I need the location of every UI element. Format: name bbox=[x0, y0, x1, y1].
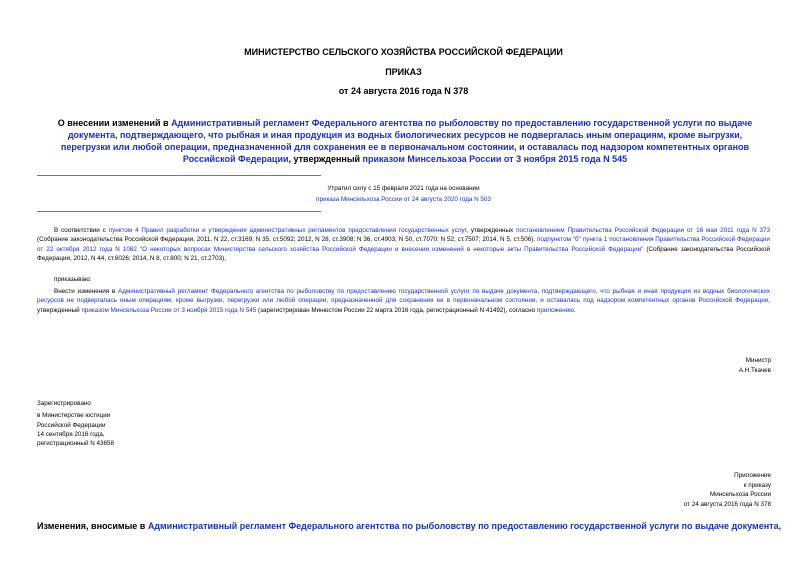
doc-type-heading: ПРИКАЗ bbox=[385, 67, 422, 77]
doc-date-heading: от 24 августа 2016 года N 378 bbox=[338, 86, 469, 96]
registration-line: Российской Федерации bbox=[37, 421, 106, 429]
signature-role: Министр bbox=[745, 357, 771, 364]
registration-line: в Министерстве юстиции bbox=[37, 412, 111, 420]
registration-block bbox=[37, 399, 114, 448]
body-text-3: (зарегистрирован Минюстом России 22 марта 2016 года, регистрационный N 41492), согласно bbox=[256, 306, 537, 314]
appendix-line: Минсельхоза России bbox=[709, 491, 771, 498]
title-regulation-link[interactable]: Административный регламент Федерального агентства по рыболовству по предоставлению государственной услуги по выдаче документа, подтверждающего, что рыбная и иная продукция из водных биологических ресурсов не подвергалась иным операциям, кроме выгрузки, перегрузки или любой операции, предназначенной для сохранения ее в первоначальном состоянии, и оставалась под надзором компетентных органов Российской Федерации bbox=[60, 118, 753, 164]
status-note-link[interactable]: приказа Минсельхоза России от 24 августа 2020 года N 503 bbox=[316, 196, 491, 203]
status-note-line: Утратил силу с 15 февраля 2021 года на основании bbox=[327, 185, 480, 192]
title-order-link[interactable]: приказом Минсельхоза России от 3 ноября 2015 года N 545 bbox=[362, 154, 628, 164]
divider-top bbox=[37, 175, 321, 176]
body-order-545-link[interactable]: приказом Минсельхоза России от 3 ноября 2015 года N 545 bbox=[81, 306, 257, 314]
registration-line: регистрационный N 43658 bbox=[37, 440, 115, 448]
appendix-title-link[interactable]: Административный регламент Федерального агентства по рыболовству по предоставлению государственной услуги по выдаче документа, bbox=[147, 521, 782, 531]
preamble-text-1: В соответствии с bbox=[54, 227, 109, 234]
preamble-resolution-1082-link[interactable]: подпунктом "б" пункта 1 постановления Правительства Российской Федерации от 22 октября 2012 года N 1082 "О некоторых вопросах Министерства сельского хозяйства Российской Федерации и внесении изменений в некоторые акты Правительства Российской Федерации" bbox=[37, 236, 770, 253]
appendix-reference bbox=[684, 471, 771, 509]
signature-block bbox=[739, 356, 771, 375]
body-appendix-link[interactable]: приложению bbox=[536, 306, 574, 314]
order-word: приказываю: bbox=[54, 276, 92, 283]
appendix-line: от 24 августа 2016 года N 378 bbox=[683, 500, 771, 508]
preamble-paragraph bbox=[37, 226, 770, 263]
preamble-resolution-373-link[interactable]: постановлением Правительства Российской Федерации от 16 мая 2011 года N 373 bbox=[516, 227, 771, 234]
ministry-heading: МИНИСТЕРСТВО СЕЛЬСКОГО ХОЗЯЙСТВА РОССИЙСКОЙ ФЕДЕРАЦИИ bbox=[244, 47, 563, 57]
appendix-title bbox=[37, 521, 797, 531]
appendix-title-prefix: Изменения, вносимые в bbox=[37, 521, 148, 531]
appendix-line: к приказу bbox=[743, 481, 771, 489]
title-prefix: О внесении изменений в bbox=[57, 118, 172, 128]
body-text-4: . bbox=[573, 306, 576, 314]
body-text-2: , утвержденный bbox=[37, 297, 770, 314]
body-paragraph bbox=[37, 287, 770, 315]
body-regulation-link[interactable]: Административный регламент Федерального агентства по рыболовству по предоставлению государственной услуги по выдаче документа, подтверждающего, что рыбная и иная продукция из водных биологических ресурсов не подвергалась иным операциям, кроме выгрузки, перегрузки или любой операции, предназначенной для сохранения ее в первоначальном состоянии, и оставалась под надзором компетентных органов Российской Федерации bbox=[37, 288, 770, 305]
preamble-rules-link[interactable]: пунктом 4 Правил разработки и утверждения административных регламентов предоставления государственных услуг bbox=[108, 227, 467, 234]
signature-name: А.Н.Ткачев bbox=[738, 366, 771, 374]
registration-line: Зарегистрировано bbox=[37, 400, 91, 407]
document-title bbox=[55, 117, 755, 165]
divider-bottom bbox=[37, 211, 321, 212]
preamble-text-2: , утвержденных bbox=[466, 227, 517, 234]
body-text-1: Внести изменения в bbox=[54, 288, 119, 295]
title-mid: , утвержденный bbox=[288, 154, 363, 164]
preamble-text-3: (Собрание законодательства Российской Федерации, 2011, N 22, ст.3169; N 35, ст.5092; 2012, N 28, ст.3908; N 36, ст.4903; N 50, ст.7070; N 52, ст.7507; 2014, N 5, ст.506), bbox=[37, 236, 537, 244]
preamble-text-4: (Собрание законодательства Российской Федерации, 2012, N 44, ст.6026; 2014, N 8, ст.800; N 21, ст.2703), bbox=[37, 245, 770, 262]
registration-line: 14 сентября 2016 года, bbox=[37, 430, 105, 438]
appendix-line: Приложение bbox=[734, 472, 771, 479]
